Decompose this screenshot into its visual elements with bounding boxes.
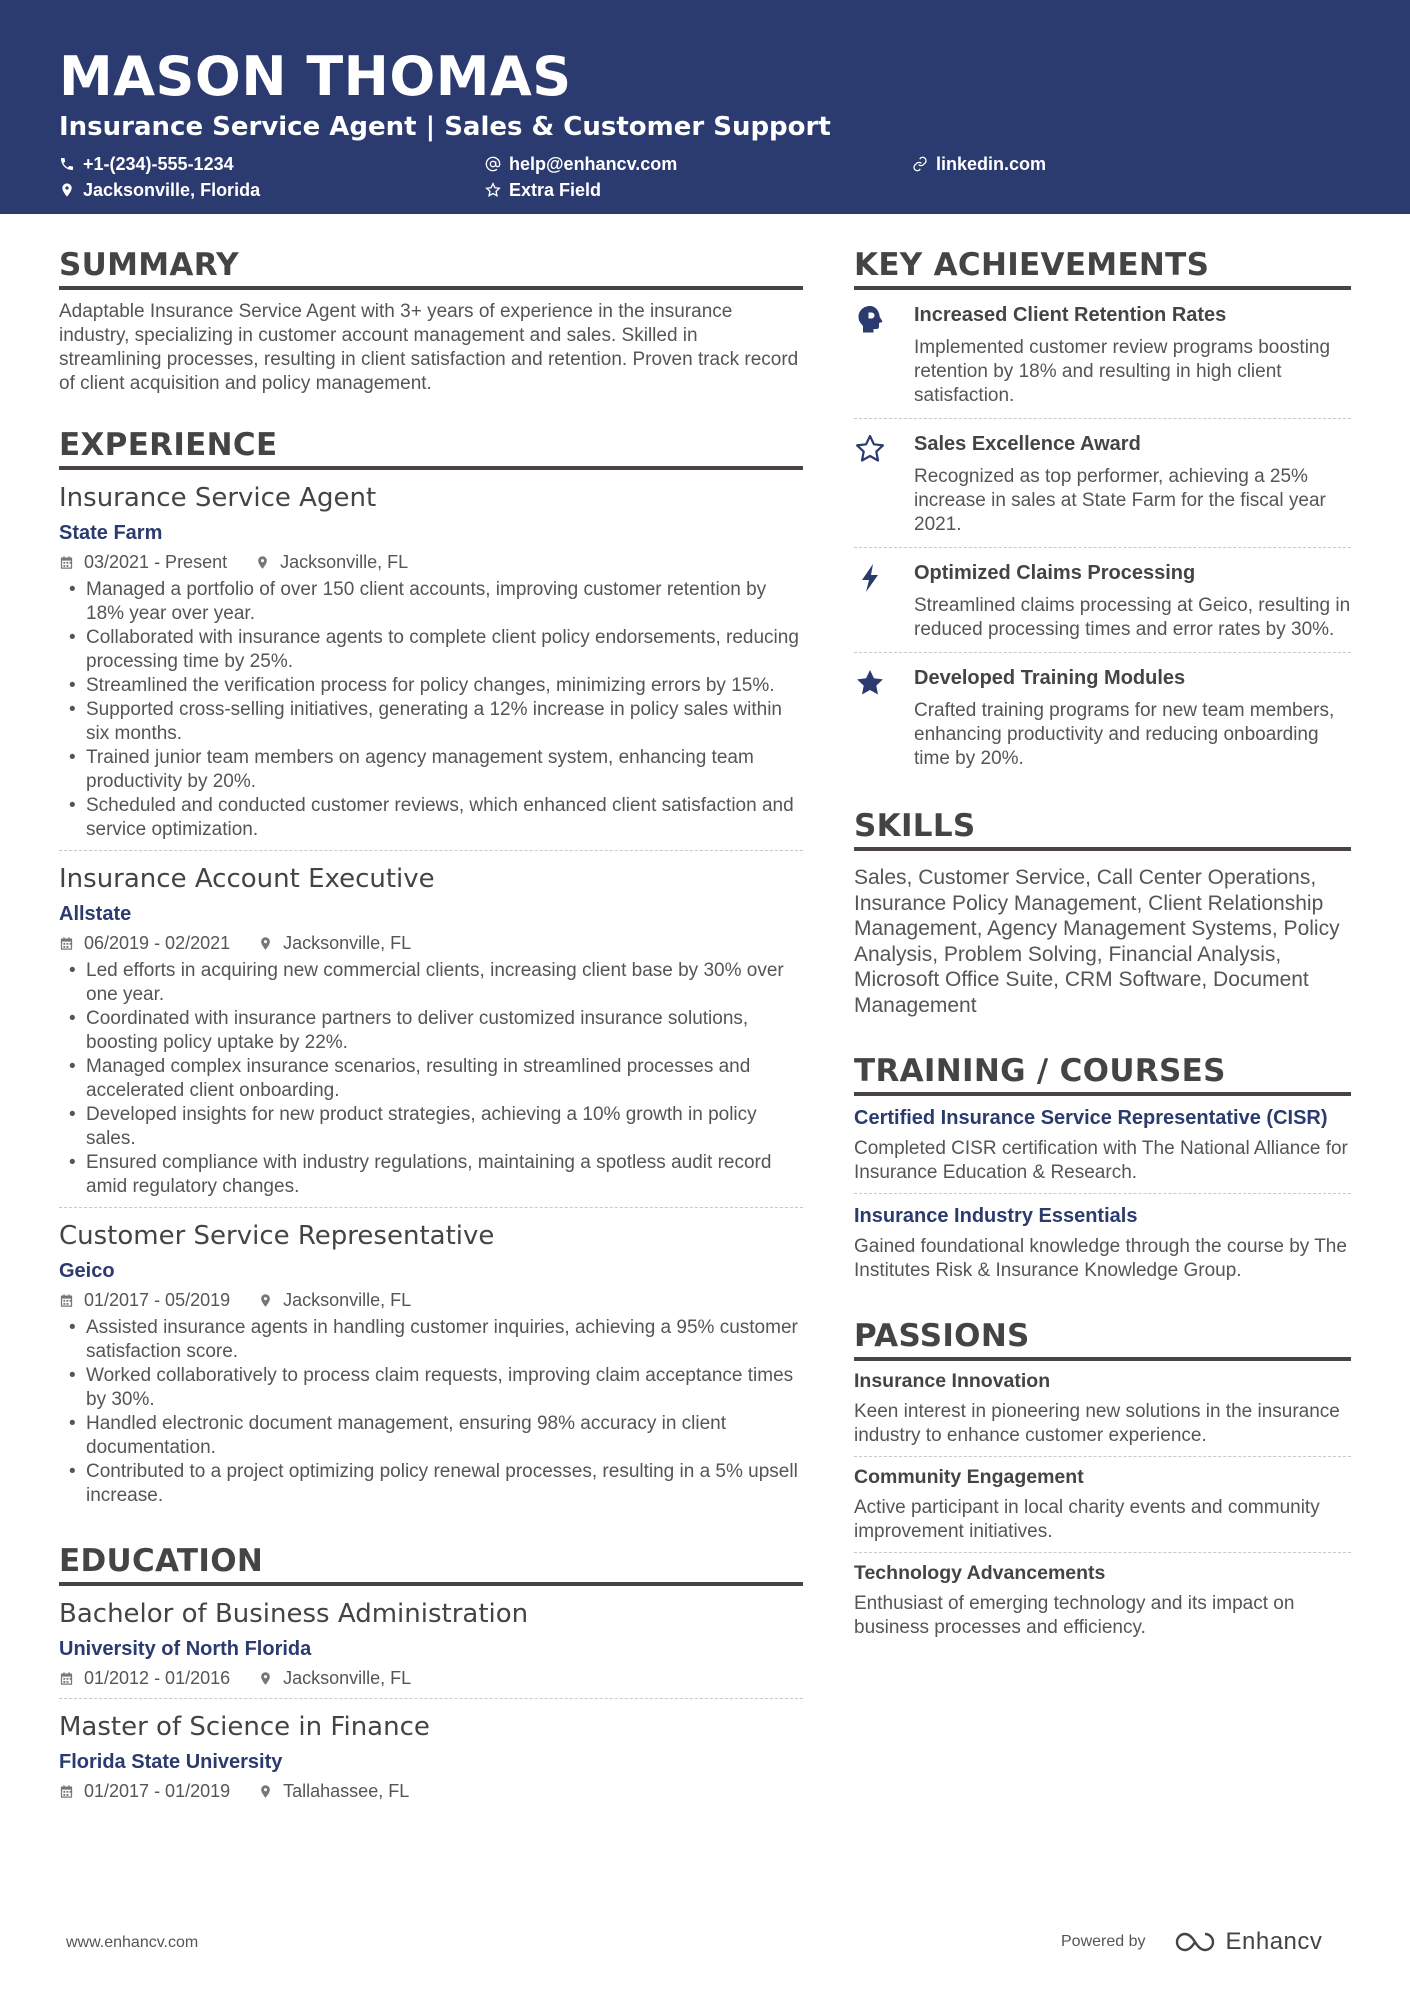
left-column xyxy=(59,246,803,1837)
course-item xyxy=(854,1194,1351,1291)
section-title: TRAINING / COURSES xyxy=(854,1052,1351,1096)
contact-list xyxy=(59,152,1351,206)
footer-website[interactable]: www.enhancv.com xyxy=(66,1934,199,1951)
achievement-item xyxy=(854,290,1351,419)
experience-entry xyxy=(59,851,803,1208)
course-title: Insurance Industry Essentials xyxy=(854,1205,1138,1227)
bullet-item: • Assisted insurance agents in handling customer inquiries, achieving a 95% customer satisfaction score. xyxy=(59,1316,803,1364)
head-icon xyxy=(854,302,914,408)
experience-entry xyxy=(59,470,803,851)
education-location-text: Jacksonville, FL xyxy=(283,1668,412,1688)
link-icon xyxy=(912,156,928,172)
achievement-desc: Implemented customer review programs boosting retention by 18% and resulting in high client satisfaction. xyxy=(914,337,1331,406)
calendar-icon xyxy=(59,1784,74,1799)
bullet-item: • Scheduled and conducted customer reviews, which enhanced client satisfaction and service optimization. xyxy=(59,794,803,842)
job-dates: 01/2017 - 05/2019 xyxy=(84,1290,231,1310)
skills-section xyxy=(854,807,1351,1018)
job-location xyxy=(255,550,408,574)
bullet-item: • Worked collaboratively to process claim requests, improving claim acceptance times by 30%. xyxy=(59,1364,803,1412)
education-meta xyxy=(59,1666,803,1690)
job-bullets xyxy=(59,1316,803,1508)
bullet-item: • Managed a portfolio of over 150 client accounts, improving customer retention by 18% year over year. xyxy=(59,578,803,626)
summary-text: Adaptable Insurance Service Agent with 3+ years of experience in the insurance industry, specializing in customer account management and sales. Skilled in streamlining processes, resulting in client satisfaction and retention. Proven track record of client acquisition and policy management. xyxy=(59,301,799,394)
course-desc: Completed CISR certification with The National Alliance for Insurance Education & Research. xyxy=(854,1138,1348,1183)
footer-branding[interactable] xyxy=(1061,1928,1322,1956)
powered-by-label: Powered by xyxy=(1061,1933,1146,1950)
passion-desc: Active participant in local charity events and community improvement initiatives. xyxy=(854,1497,1320,1542)
location-pin-icon xyxy=(258,936,273,951)
education-meta xyxy=(59,1779,803,1803)
job-meta xyxy=(59,550,803,574)
achievement-desc: Recognized as top performer, achieving a 25% increase in sales at State Farm for the fiscal year 2021. xyxy=(914,466,1326,535)
passions-section xyxy=(854,1317,1351,1648)
course-item xyxy=(854,1096,1351,1194)
phone-icon xyxy=(59,156,75,172)
job-meta xyxy=(59,931,803,955)
bullet-item: • Contributed to a project optimizing policy renewal processes, resulting in a 5% upsell increase. xyxy=(59,1460,803,1508)
candidate-headline: Insurance Service Agent | Sales & Customer Support xyxy=(59,112,831,142)
section-title: SKILLS xyxy=(854,807,1351,851)
company-name: Geico xyxy=(59,1260,115,1282)
section-title: KEY ACHIEVEMENTS xyxy=(854,246,1351,290)
education-dates: 01/2017 - 01/2019 xyxy=(84,1781,231,1801)
linkedin-text: linkedin.com xyxy=(936,154,1047,174)
contact-email[interactable] xyxy=(485,152,677,176)
achievement-item xyxy=(854,419,1351,548)
achievement-desc: Crafted training programs for new team members, enhancing productivity and reducing onboarding time by 20%. xyxy=(914,700,1335,769)
job-meta xyxy=(59,1288,803,1312)
bullet-item: • Developed insights for new product strategies, achieving a 10% growth in policy sales. xyxy=(59,1103,803,1151)
bullet-item: • Streamlined the verification process for policy changes, minimizing errors by 15%. xyxy=(59,674,803,698)
achievement-title: Increased Client Retention Rates xyxy=(914,304,1227,326)
lightning-icon xyxy=(854,560,914,642)
at-icon xyxy=(485,156,501,172)
resume-header xyxy=(0,0,1410,214)
calendar-icon xyxy=(59,936,74,951)
job-bullets xyxy=(59,959,803,1199)
job-location-text: Jacksonville, FL xyxy=(280,552,409,572)
job-title: Customer Service Representative xyxy=(59,1221,495,1251)
section-title: EDUCATION xyxy=(59,1542,803,1586)
brand-name: Enhancv xyxy=(1225,1928,1323,1955)
company-name: Allstate xyxy=(59,903,132,925)
bullet-item: • Led efforts in acquiring new commercial clients, increasing client base by 30% over one year. xyxy=(59,959,803,1007)
job-location-text: Jacksonville, FL xyxy=(283,1290,412,1310)
candidate-name: MASON THOMAS xyxy=(59,45,572,108)
job-location-text: Jacksonville, FL xyxy=(283,933,412,953)
section-title: PASSIONS xyxy=(854,1317,1351,1361)
right-column xyxy=(854,246,1351,1674)
contact-extra xyxy=(485,178,601,202)
training-section xyxy=(854,1052,1351,1291)
bullet-item: • Coordinated with insurance partners to deliver customized insurance solutions, boosting policy uptake by 22%. xyxy=(59,1007,803,1055)
location-pin-icon xyxy=(258,1293,273,1308)
education-entry xyxy=(59,1586,803,1699)
education-section xyxy=(59,1542,803,1811)
passion-title: Insurance Innovation xyxy=(854,1370,1051,1392)
passion-item xyxy=(854,1553,1351,1648)
school-name: Florida State University xyxy=(59,1751,283,1773)
job-title: Insurance Account Executive xyxy=(59,864,435,894)
job-location xyxy=(258,1288,411,1312)
achievement-item xyxy=(854,548,1351,653)
bullet-item: • Supported cross-selling initiatives, generating a 12% increase in policy sales within six months. xyxy=(59,698,803,746)
contact-linkedin[interactable] xyxy=(912,152,1046,176)
infinity-logo-icon xyxy=(1172,1929,1218,1955)
passion-item xyxy=(854,1361,1351,1457)
section-title: EXPERIENCE xyxy=(59,426,803,470)
achievement-title: Optimized Claims Processing xyxy=(914,562,1196,584)
star-solid-icon xyxy=(854,665,914,771)
bullet-item: • Managed complex insurance scenarios, resulting in streamlined processes and accelerated client onboarding. xyxy=(59,1055,803,1103)
job-dates: 03/2021 - Present xyxy=(84,552,228,572)
achievement-desc: Streamlined claims processing at Geico, resulting in reduced processing times and error rates by 30%. xyxy=(914,595,1351,640)
bullet-item: • Ensured compliance with industry regulations, maintaining a spotless audit record amid regulatory changes. xyxy=(59,1151,803,1199)
degree-title: Bachelor of Business Administration xyxy=(59,1599,529,1629)
extra-text: Extra Field xyxy=(509,180,602,200)
job-bullets xyxy=(59,578,803,842)
passion-item xyxy=(854,1457,1351,1553)
achievement-item xyxy=(854,653,1351,781)
job-title: Insurance Service Agent xyxy=(59,483,377,513)
degree-title: Master of Science in Finance xyxy=(59,1712,430,1742)
experience-section xyxy=(59,426,803,1516)
passion-title: Community Engagement xyxy=(854,1466,1084,1488)
education-location xyxy=(258,1666,411,1690)
company-name: State Farm xyxy=(59,522,163,544)
star-outline-icon xyxy=(854,431,914,537)
phone-text: +1-(234)-555-1234 xyxy=(83,154,234,174)
education-entry xyxy=(59,1699,803,1811)
achievements-section xyxy=(854,246,1351,781)
education-dates: 01/2012 - 01/2016 xyxy=(84,1668,231,1688)
bullet-item: • Trained junior team members on agency management system, enhancing team productivity by 20%. xyxy=(59,746,803,794)
skills-text: Sales, Customer Service, Call Center Operations, Insurance Policy Management, Client Relationship Management, Agency Management Systems, Policy Analysis, Problem Solving, Financial Analysis, Microsoft Office Suite, CRM Software, Document Management xyxy=(854,866,1340,1017)
contact-location xyxy=(59,178,260,202)
achievement-title: Sales Excellence Award xyxy=(914,433,1141,455)
star-outline-icon xyxy=(485,182,501,198)
location-pin-icon xyxy=(255,555,270,570)
job-dates: 06/2019 - 02/2021 xyxy=(84,933,231,953)
location-text: Jacksonville, Florida xyxy=(83,180,261,200)
passion-title: Technology Advancements xyxy=(854,1562,1106,1584)
location-pin-icon xyxy=(59,182,75,198)
email-text: help@enhancv.com xyxy=(509,154,678,174)
calendar-icon xyxy=(59,1671,74,1686)
achievement-title: Developed Training Modules xyxy=(914,667,1186,689)
school-name: University of North Florida xyxy=(59,1638,312,1660)
experience-entry xyxy=(59,1208,803,1516)
location-pin-icon xyxy=(258,1671,273,1686)
enhancv-logo xyxy=(1172,1928,1323,1956)
section-title: SUMMARY xyxy=(59,246,803,290)
education-location xyxy=(258,1779,409,1803)
bullet-item: • Handled electronic document management, ensuring 98% accuracy in client documentation. xyxy=(59,1412,803,1460)
bullet-item: • Collaborated with insurance agents to complete client policy endorsements, reducing processing time by 25%. xyxy=(59,626,803,674)
summary-section xyxy=(59,246,803,396)
job-location xyxy=(258,931,411,955)
course-title: Certified Insurance Service Representative (CISR) xyxy=(854,1107,1328,1129)
calendar-icon xyxy=(59,555,74,570)
location-pin-icon xyxy=(258,1784,273,1799)
passion-desc: Enthusiast of emerging technology and its impact on business processes and efficiency. xyxy=(854,1593,1295,1638)
course-desc: Gained foundational knowledge through the course by The Institutes Risk & Insurance Knowledge Group. xyxy=(854,1236,1347,1281)
calendar-icon xyxy=(59,1293,74,1308)
contact-phone[interactable] xyxy=(59,152,234,176)
education-location-text: Tallahassee, FL xyxy=(283,1781,410,1801)
passion-desc: Keen interest in pioneering new solutions in the insurance industry to enhance customer experience. xyxy=(854,1401,1340,1446)
